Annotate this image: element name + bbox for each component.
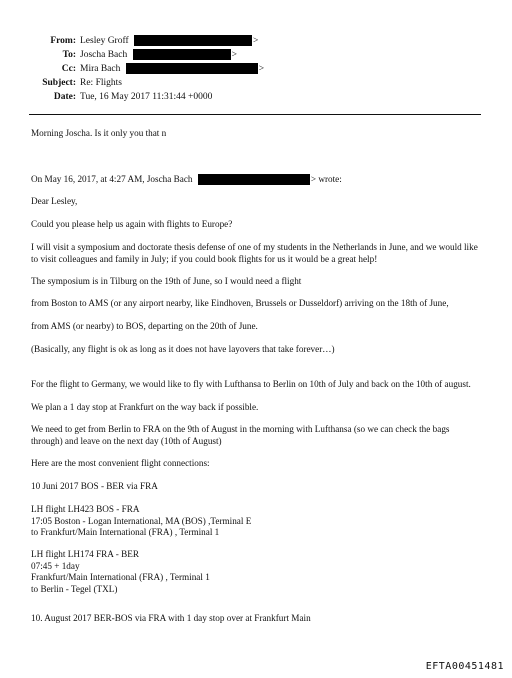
angle-bracket: > xyxy=(253,36,259,46)
paragraph: from AMS (or nearby) to BOS, departing on the 20th of June. xyxy=(31,321,258,331)
paragraph: The symposium is in Tilburg on the 19th of June, so I would need a flight xyxy=(31,276,302,286)
paragraph: We plan a 1 day stop at Frankfurt on the way back if possible. xyxy=(31,402,259,412)
cc-label: Cc: xyxy=(61,64,76,74)
redaction-bar xyxy=(126,63,258,74)
greeting: Dear Lesley, xyxy=(31,196,78,206)
cc-value xyxy=(80,62,264,76)
from-value xyxy=(80,34,258,48)
flight-line: LH flight LH174 FRA - BER xyxy=(31,549,139,559)
redaction-bar xyxy=(198,174,310,185)
flight-block xyxy=(31,549,481,595)
to-row xyxy=(0,48,512,62)
redaction-bar xyxy=(134,35,252,46)
angle-bracket: > xyxy=(310,174,317,184)
angle-bracket: > xyxy=(258,64,265,74)
flight-line: Frankfurt/Main International (FRA) , Terminal 1 xyxy=(31,572,210,582)
cc-row xyxy=(0,62,512,76)
flight-line: to Berlin - Tegel (TXL) xyxy=(31,583,118,594)
date-row xyxy=(0,90,512,104)
paragraph: For the flight to Germany, we would like to fly with Lufthansa to Berlin on 10th of July and back on the 10th of august. xyxy=(31,379,471,389)
reply-line: Morning Joscha. Is it only you that n xyxy=(31,128,167,138)
cc-name: Mira Bach xyxy=(80,64,121,74)
flight-line: 07:45 + 1day xyxy=(31,560,80,571)
from-label: From: xyxy=(50,36,76,46)
paragraph: Here are the most convenient flight connections: xyxy=(31,458,210,468)
flight-line: 17:05 Boston - Logan International, MA (BOS) ,Terminal E xyxy=(31,515,252,526)
paragraph: from Boston to AMS (or any airport nearby, like Eindhoven, Brussels or Dusseldorf) arriving on the 18th of June, xyxy=(31,298,449,308)
to-name: Joscha Bach xyxy=(80,50,128,60)
redaction-bar xyxy=(133,49,231,60)
subject-value: Re: Flights xyxy=(80,78,122,88)
from-row xyxy=(0,34,512,48)
paragraph: We need to get from Berlin to FRA on the 9th of August in the morning with Lufthansa (so we can check the bags through) and leave on the next day (10th of August) xyxy=(31,424,450,446)
quote-intro xyxy=(31,174,481,186)
from-name: Lesley Groff xyxy=(80,36,129,46)
subject-row xyxy=(0,76,512,90)
to-value xyxy=(80,48,237,62)
document-id: EFTA00451481 xyxy=(425,661,504,672)
flight-block xyxy=(31,504,481,539)
email-header xyxy=(0,34,512,104)
paragraph: I will visit a symposium and doctorate thesis defense of one of my students in the Netherlands in June, and we would like to visit colleagues and family in July; if you could book flights for us it would be a great help! xyxy=(31,242,478,264)
angle-bracket: > xyxy=(231,50,237,60)
flight-line: LH flight LH423 BOS - FRA xyxy=(31,504,140,514)
paragraph: Could you please help us again with flights to Europe? xyxy=(31,219,233,229)
paragraph: 10 Juni 2017 BOS - BER via FRA xyxy=(31,481,158,491)
paragraph: 10. August 2017 BER-BOS via FRA with 1 day stop over at Frankfurt Main xyxy=(31,613,311,623)
quote-intro-before: On May 16, 2017, at 4:27 AM, Joscha Bach xyxy=(31,174,193,184)
date-value: Tue, 16 May 2017 11:31:44 +0000 xyxy=(80,92,213,102)
to-label: To: xyxy=(62,50,76,60)
paragraph: (Basically, any flight is ok as long as it does not have layovers that take forever…) xyxy=(31,344,335,354)
header-divider xyxy=(29,114,481,115)
date-label: Date: xyxy=(53,92,76,102)
quote-intro-after: wrote: xyxy=(318,174,342,184)
flight-line: to Frankfurt/Main International (FRA) , Terminal 1 xyxy=(31,527,220,537)
subject-label: Subject: xyxy=(42,78,76,88)
